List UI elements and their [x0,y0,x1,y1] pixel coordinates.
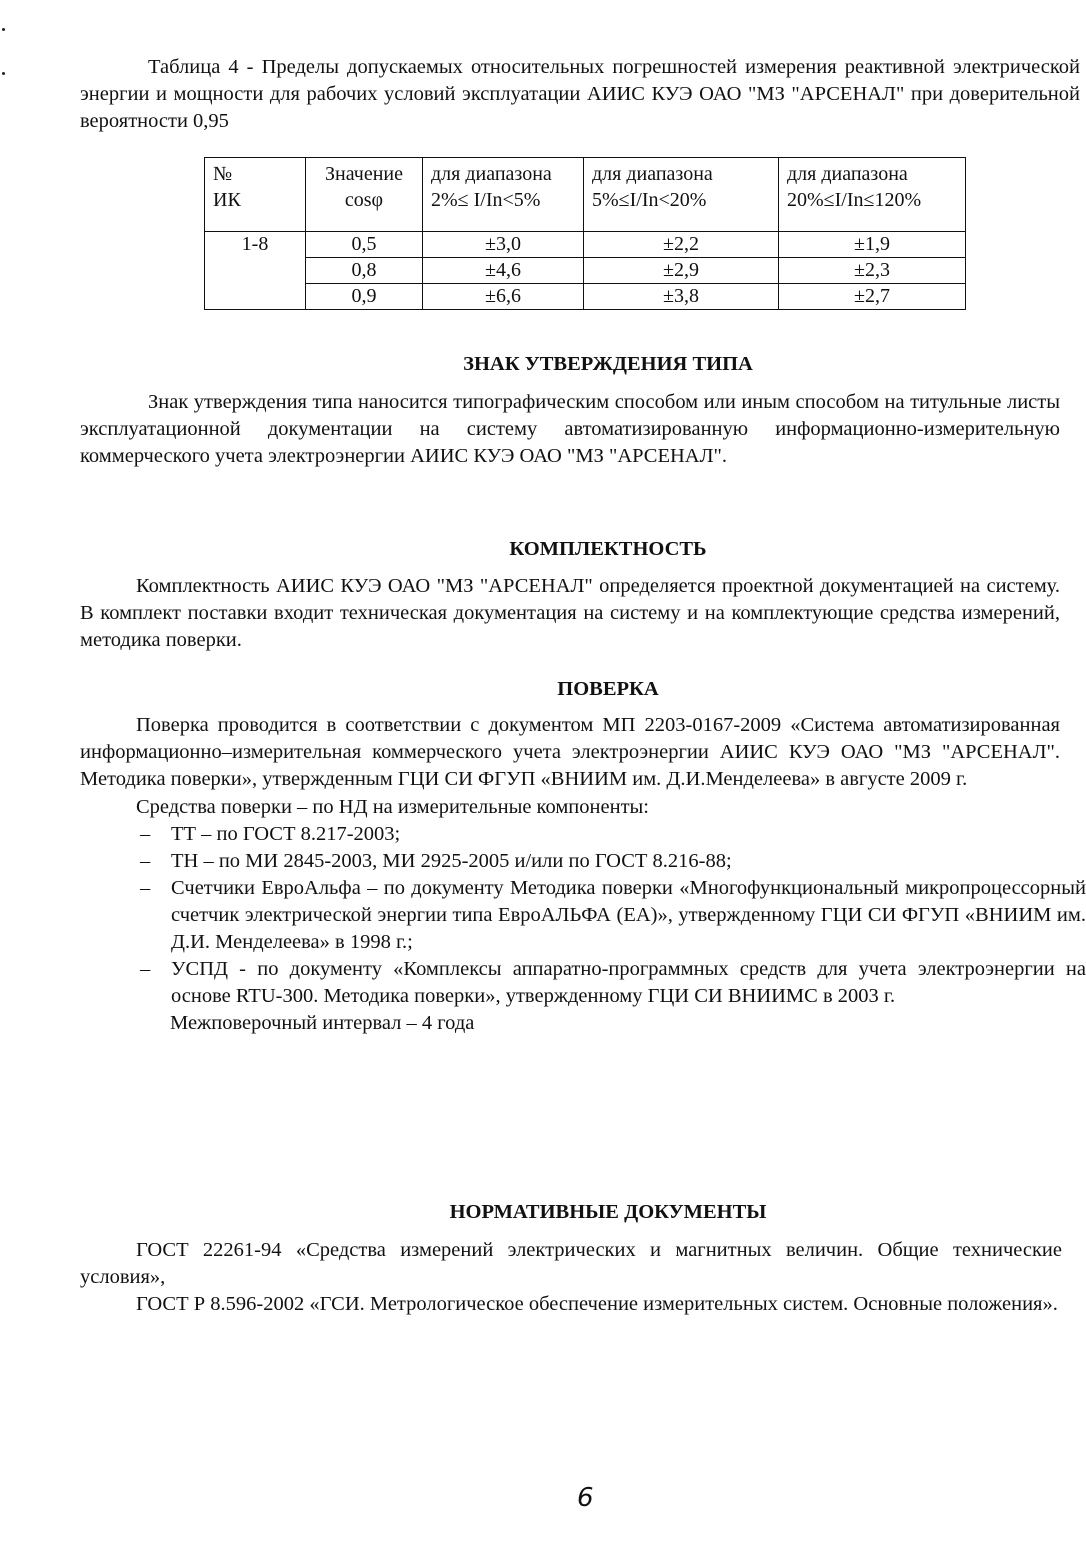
header-range-1-line2: 2%≤ I/In<5% [431,189,541,211]
verification-interval: Межповерочный интервал – 4 года [170,1012,475,1034]
list-item-text: Счетчики ЕвроАльфа – по документу Методика поверки «Многофункциональный микропроцессорный счетчик электрической энергии типа ЕвроАЛЬФА (ЕА)», утвержденному ГЦИ СИ ФГУП «ВНИИМ им. Д.И. Менделеева» в 1998 г.; [171,877,1086,953]
cos-cell: 0,9 [306,284,423,310]
list-item [50,848,1086,875]
dash-bullet: – [140,877,151,899]
section-title-normative: НОРМАТИВНЫЕ ДОКУМЕНТЫ [449,1201,767,1223]
completeness-text: Комплектность АИИС КУЭ ОАО "МЗ "АРСЕНАЛ" определяется проектной документацией на систему. В комплект поставки входит техническая документация на систему и на комплектующие средства измерений, методика поверки. [80,575,1060,651]
scan-dot [2,28,5,31]
header-range-1-line1: для диапазона [431,163,552,185]
scan-dot [2,72,5,75]
list-item-text: ТН – по МИ 2845-2003, МИ 2925-2005 и/или по ГОСТ 8.216-88; [171,850,732,872]
normative-item: ГОСТ Р 8.596-2002 «ГСИ. Метрологическое обеспечение измерительных систем. Основные положения». [136,1293,1058,1315]
range-3-cell: ±1,9 [779,232,966,258]
verification-text: Поверка проводится в соответствии с документом МП 2203-0167-2009 «Система автоматизированная информационно–измерительная коммерческого учета электроэнергии АИИС КУЭ ОАО "МЗ "АРСЕНАЛ". Методика поверки», утвержденным ГЦИ СИ ФГУП «ВНИИМ им. Д.И.Менделеева» в августе 2009 г. [80,714,1060,790]
normative-body [80,1237,1062,1318]
header-range-2 [584,158,779,232]
range-2-cell: ±3,8 [584,284,779,310]
range-2-cell: ±2,2 [584,232,779,258]
section-title-verification: ПОВЕРКА [557,678,659,700]
dash-bullet: – [140,958,151,980]
list-item [50,956,1086,1010]
list-item-text: УСПД - по документу «Комплексы аппаратно-программных средств для учета электроэнергии на основе RTU-300. Методика поверки», утвержденному ГЦИ СИ ВНИИМС в 2003 г. [171,958,1086,1007]
page-number: 6 [577,1483,594,1513]
table-row [205,284,966,310]
cos-cell: 0,8 [306,258,423,284]
header-cos-line2: cosφ [344,189,384,211]
table-row [205,258,966,284]
header-range-3-line2: 20%≤I/In≤120% [787,189,922,211]
range-3-cell: ±2,3 [779,258,966,284]
header-range-2-line1: для диапазона [592,163,713,185]
type-approval-text: Знак утверждения типа наносится типографическим способом или иным способом на титульные листы эксплуатационной документации на систему автоматизированную информационно-измерительную коммерческого учета электроэнергии АИИС КУЭ ОАО "МЗ "АРСЕНАЛ". [80,391,1060,467]
ik-group-cell: 1-8 [205,232,306,310]
cos-cell: 0,5 [306,232,423,258]
header-range-3-line1: для диапазона [787,163,908,185]
table-caption: Таблица 4 - Пределы допускаемых относительных погрешностей измерения реактивной электрической энергии и мощности для рабочих условий эксплуатации АИИС КУЭ ОАО "МЗ "АРСЕНАЛ" при доверительной вероятности 0,95 [80,56,1080,132]
dash-bullet: – [140,850,151,872]
header-range-2-line2: 5%≤I/In<20% [592,189,707,211]
table-row [205,232,966,258]
header-cos [306,158,423,232]
header-ik [205,158,306,232]
header-ik-line2: ИК [213,189,241,211]
header-range-1 [423,158,584,232]
header-range-3 [779,158,966,232]
verification-means-intro: Средства поверки – по НД на измерительные компоненты: [136,796,650,818]
dash-bullet: – [140,823,151,845]
verification-body [80,712,1086,1037]
error-limits-table [204,157,966,310]
range-2-cell: ±2,9 [584,258,779,284]
normative-item: ГОСТ 22261-94 «Средства измерений электрических и магнитных величин. Общие технические условия», [80,1239,1062,1288]
section-title-type-approval: ЗНАК УТВЕРЖДЕНИЯ ТИПА [463,353,753,375]
header-cos-line1: Значение [324,163,404,185]
range-1-cell: ±4,6 [423,258,584,284]
range-1-cell: ±6,6 [423,284,584,310]
table-header-row [205,158,966,232]
list-item-text: ТТ – по ГОСТ 8.217-2003; [171,823,401,845]
range-3-cell: ±2,7 [779,284,966,310]
range-1-cell: ±3,0 [423,232,584,258]
list-item [50,875,1086,956]
verification-means-list [50,821,1086,1010]
header-ik-line1: № [213,163,233,185]
list-item [50,821,1086,848]
section-title-completeness: КОМПЛЕКТНОСТЬ [509,538,707,560]
